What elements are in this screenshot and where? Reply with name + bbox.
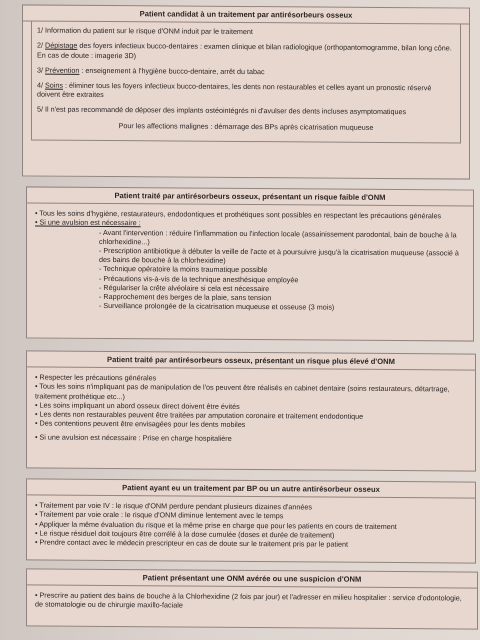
prior-treatment-box bbox=[26, 478, 476, 563]
onm-suspected-content bbox=[27, 589, 477, 615]
step-text: : enseignement à l'hygiène bucco-dentaire, arrêt du tabac bbox=[79, 65, 265, 76]
prior-treatment-line: • Traitement par voie orale : le risque d'ONM diminue lentement avec le temps bbox=[35, 509, 284, 521]
candidate-patient-title: Patient candidat à un traitement par antirésorbeurs osseux bbox=[23, 5, 469, 24]
step-text: Il n'est pas recommandé de déposer des implants ostéointégrés ni d'avulser des dents incluses asymptomatiques bbox=[45, 105, 407, 117]
avulsion-step: - Prescription antibiotique à débuter la veille de l'acte et à poursuivre jusqu'à la cicatrisation muqueuse (associé à des bains de bouche à la chlorhexidine) bbox=[99, 245, 459, 266]
high-risk-line: • Des contentions peuvent être envisagées pour les dents mobiles bbox=[35, 418, 246, 430]
high-risk-line: • Tous les soins n'impliquant pas de manipulation de l'os peuvent être réalisés en cabinet dentaire (soins restaurateurs, détartrage, traitement prothétique etc...) bbox=[35, 381, 450, 401]
prior-treatment-line: • Traitement par voie IV : le risque d'ONM perdure pendant plusieurs dizaines d'années bbox=[35, 500, 312, 512]
low-risk-box bbox=[26, 186, 474, 341]
malignancy-note: Pour les affections malignes : démarrage des BPs après cicatrisation muqueuse bbox=[118, 120, 374, 132]
prior-treatment-title: Patient ayant eu un traitement par BP ou un autre antirésorbeur osseux bbox=[27, 479, 475, 498]
avulsion-heading: • Si une avulsion est nécessaire : bbox=[35, 217, 141, 228]
step-3 bbox=[37, 65, 455, 77]
onm-suspected-line: • Prescrire au patient des bains de bouche à la Chlorhexidine (2 fois par jour) et l'adresser en milieu hospitalier : service d'odontologie, de stomatologie ou de chirurgie maxillo-faciale bbox=[35, 590, 462, 610]
high-risk-avulsion-line: • Si une avulsion est nécessaire : Prise en charge hospitalière bbox=[35, 432, 232, 444]
high-risk-line: • Respecter les précautions générales bbox=[35, 372, 157, 383]
prior-treatment-line: • Prendre contact avec le médecin prescripteur en cas de doute sur le traitement pris par le patient bbox=[35, 537, 348, 549]
step-number: 5/ bbox=[37, 104, 45, 115]
prior-treatment-content bbox=[27, 499, 475, 552]
high-risk-line: • Les dents non restaurables peuvent être traitées par amputation coronaire et traitement endodontique bbox=[35, 409, 364, 421]
step-5 bbox=[37, 105, 455, 117]
avulsion-step: - Avant l'intervention : réduire l'inflammation ou l'infection locale (assainissement parodontal, bain de bouche à la chlorhexidine...) bbox=[99, 227, 457, 247]
step-text: Information du patient sur le risque d'ONM induit par le traitement bbox=[45, 25, 253, 37]
step-4 bbox=[37, 81, 455, 102]
step-number: 2/ bbox=[37, 40, 45, 51]
step-2 bbox=[37, 41, 455, 62]
prior-treatment-line: • Le risque résiduel doit toujours être corrélé à la dose cumulée (doses et durée de traitement) bbox=[35, 528, 335, 540]
onm-suspected-box bbox=[26, 568, 478, 629]
step-number: 3/ bbox=[37, 65, 45, 75]
step-number: 1/ bbox=[37, 25, 45, 35]
low-risk-content bbox=[27, 207, 473, 315]
high-risk-box bbox=[26, 350, 476, 471]
step-label: Prévention bbox=[45, 65, 80, 75]
avulsion-step: - Rapprochement des berges de la plaie, sans tension bbox=[99, 291, 272, 303]
avulsion-step: - Surveillance prolongée de la cicatrisation muqueuse et osseuse (3 mois) bbox=[99, 301, 335, 312]
candidate-patient-content bbox=[31, 22, 461, 144]
high-risk-content bbox=[27, 371, 475, 448]
step-1 bbox=[37, 26, 455, 38]
high-risk-line: • Les soins impliquant un abord osseux direct doivent être évités bbox=[35, 400, 240, 411]
step-text: : éliminer tous les foyers infectieux bucco-dentaires, les dents non restaurables et celles ayant un pronostic réservé doivent être extraites bbox=[37, 80, 432, 100]
step-number: 4/ bbox=[37, 80, 45, 90]
low-risk-title: Patient traité par antirésorbeurs osseux, présentant un risque faible d'ONM bbox=[27, 187, 473, 206]
step-label: Dépistage bbox=[45, 41, 78, 51]
low-risk-line: • Tous les soins d'hygiène, restaurateurs, endodontiques et prothétiques sont possibles en respectant les précautions générales bbox=[35, 208, 442, 221]
step-text: des foyers infectieux bucco-dentaires : examen clinique et bilan radiologique (orthopantomogramme, bilan long cône. En cas de doute : imagerie 3D) bbox=[37, 41, 452, 60]
step-label: Soins bbox=[45, 80, 63, 90]
prior-treatment-line: • Appliquer la même évaluation du risque et la même prise en charge que pour les patients en cours de traitement bbox=[35, 519, 397, 531]
onm-suspected-title: Patient présentant une ONM avérée ou une suspicion d'ONM bbox=[27, 569, 477, 588]
avulsion-step: - Technique opératoire la moins traumatique possible bbox=[99, 264, 268, 275]
candidate-patient-box bbox=[22, 4, 470, 179]
avulsion-step: - Régulariser la crête alvéolaire si cela est nécessaire bbox=[99, 282, 270, 293]
high-risk-title: Patient traité par antirésorbeurs osseux, présentant un risque plus élevé d'ONM bbox=[27, 351, 475, 370]
avulsion-step: - Précautions vis-à-vis de la technique anesthésique employée bbox=[99, 273, 299, 284]
